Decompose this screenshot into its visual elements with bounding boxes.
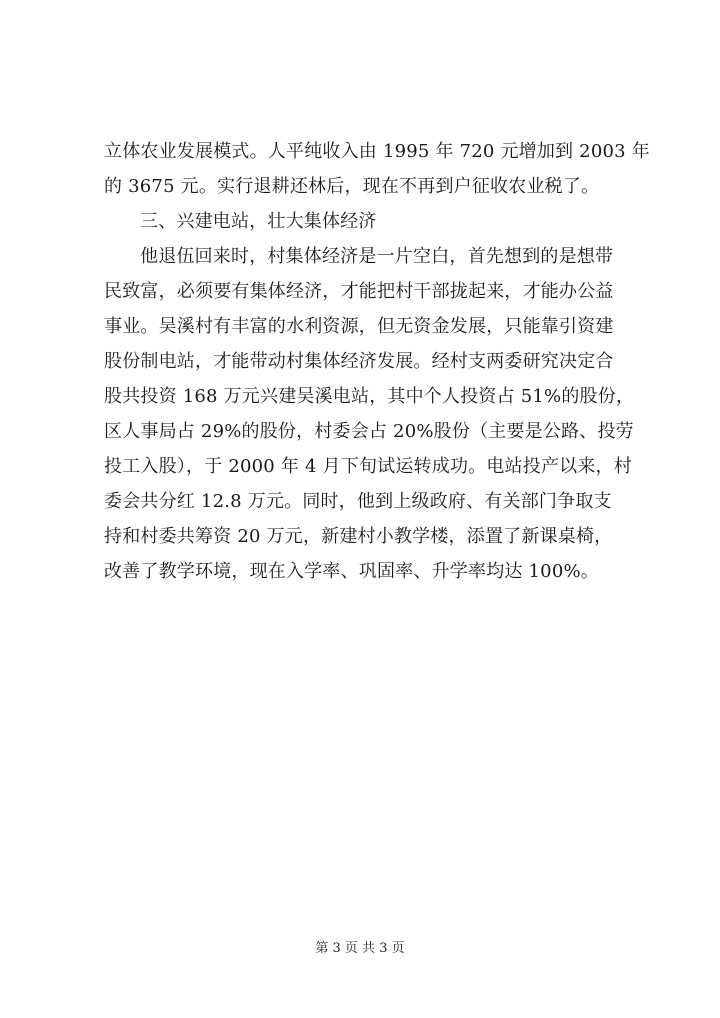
section-heading: 三、兴建电站，壮大集体经济	[140, 211, 377, 232]
text-line-5: 民致富，必须要有集体经济，才能把村干部拢起来，才能办公益	[104, 281, 614, 302]
text-line-8: 股共投资 168 万元兴建吴溪电站，其中个人投资占 51%的股份，	[104, 386, 635, 407]
text-line-4: 他退伍回来时，村集体经济是一片空白，首先想到的是想带	[140, 246, 614, 267]
text-line-7: 股份制电站，才能带动村集体经济发展。经村支两委研究决定合	[104, 351, 614, 372]
text-line-9: 区人事局占 29%的股份，村委会占 20%股份（主要是公路、投劳	[104, 421, 634, 442]
text-line-2: 的 3675 元。实行退耕还林后，现在不再到户征收农业税了。	[104, 176, 600, 197]
body-text	[104, 134, 650, 589]
text-line-10: 投工入股），于 2000 年 4 月下旬试运转成功。电站投产以来，村	[104, 456, 632, 477]
text-line-11: 委会共分红 12.8 万元。同时，他到上级政府、有关部门争取支	[104, 491, 612, 512]
text-line-1: 立体农业发展模式。人平纯收入由 1995 年 720 元增加到 2003 年	[104, 141, 650, 162]
page-number-footer: 第 3 页 共 3 页	[315, 941, 405, 956]
text-line-12: 持和村委共筹资 20 万元，新建村小教学楼，添置了新课桌椅，	[104, 526, 613, 547]
text-line-6: 事业。吴溪村有丰富的水利资源，但无资金发展，只能靠引资建	[104, 316, 614, 337]
text-line-13: 改善了教学环境，现在入学率、巩固率、升学率均达 100%。	[104, 561, 599, 582]
